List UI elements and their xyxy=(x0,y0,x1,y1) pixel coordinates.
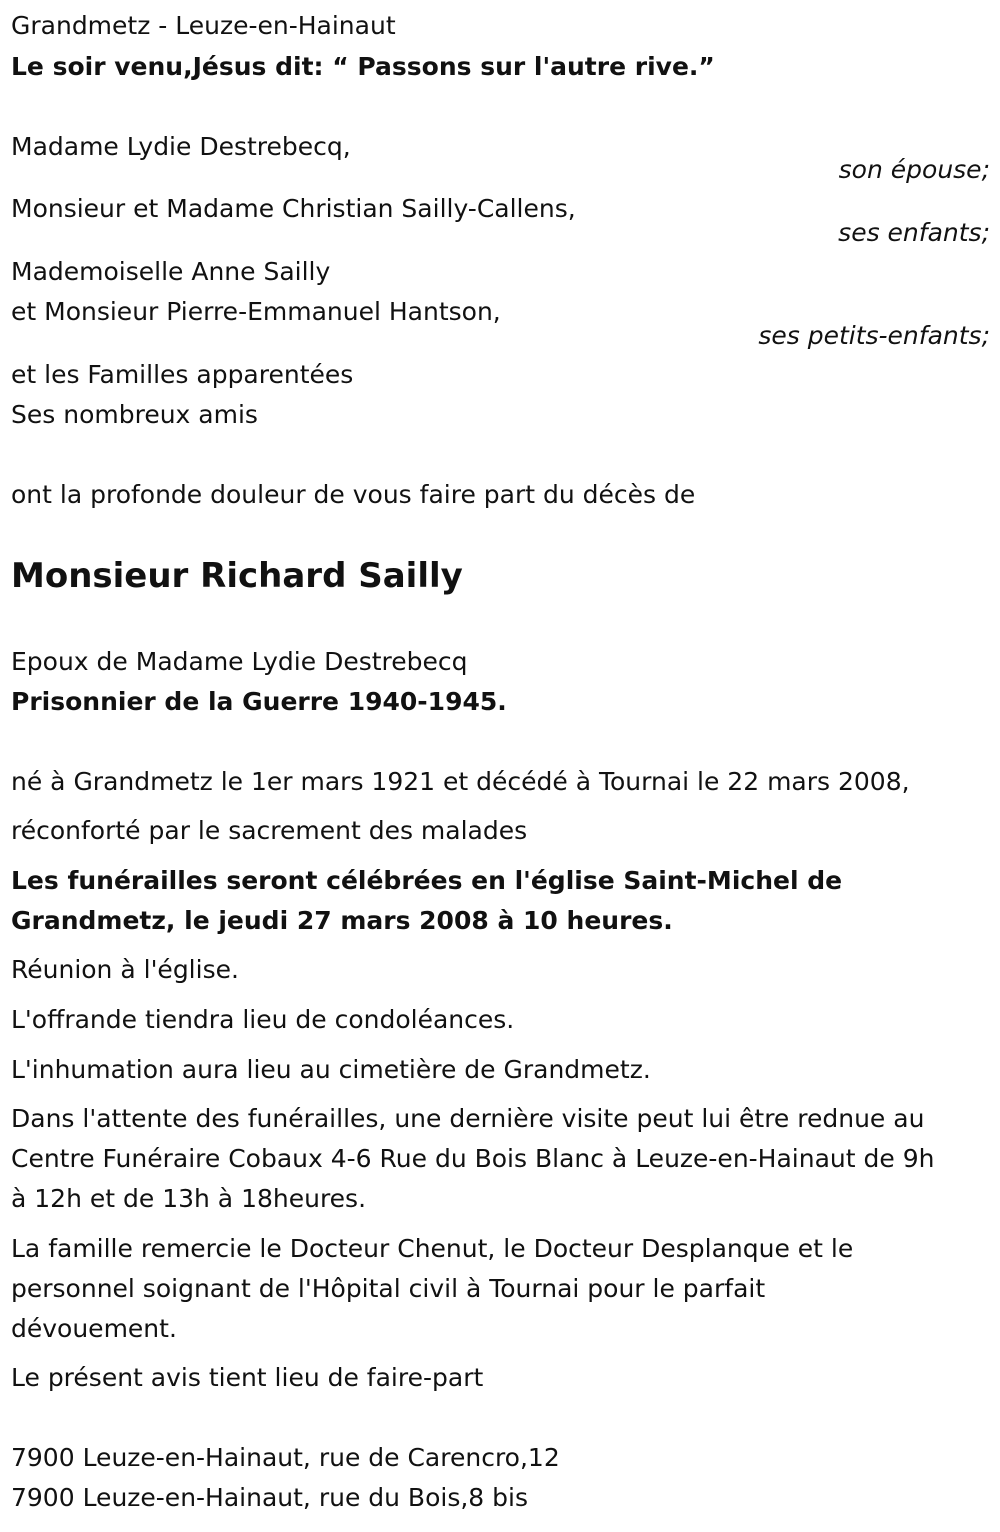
relatives: et les Familles apparentées xyxy=(11,360,354,389)
funeral-line-2: Grandmetz, le jeudi 27 mars 2008 à 10 heures. xyxy=(11,906,673,935)
spouse-of: Epoux de Madame Lydie Destrebecq xyxy=(11,647,468,676)
grandchild-2: et Monsieur Pierre-Emmanuel Hantson, xyxy=(11,297,501,326)
funeral-line-1: Les funérailles seront célébrées en l'église Saint-Michel de xyxy=(11,866,843,895)
birth-death: né à Grandmetz le 1er mars 1921 et décédé à Tournai le 22 mars 2008, xyxy=(11,767,910,796)
announcement: ont la profonde douleur de vous faire part du décès de xyxy=(11,480,696,509)
friends: Ses nombreux amis xyxy=(11,400,258,429)
offering: L'offrande tiendra lieu de condoléances. xyxy=(11,1005,515,1034)
burial: L'inhumation aura lieu au cimetière de Grandmetz. xyxy=(11,1055,651,1084)
address-1: 7900 Leuze-en-Hainaut, rue de Carencro,12 xyxy=(11,1443,560,1472)
spouse-name: Madame Lydie Destrebecq, xyxy=(11,132,351,161)
deceased-title: Prisonnier de la Guerre 1940-1945. xyxy=(11,687,507,716)
visit-line-3: à 12h et de 13h à 18heures. xyxy=(11,1184,367,1213)
deceased-name: Monsieur Richard Sailly xyxy=(11,556,463,596)
thanks-line-3: dévouement. xyxy=(11,1314,177,1343)
grandchildren-role: ses petits-enfants; xyxy=(758,321,990,350)
children-role: ses enfants; xyxy=(838,218,990,247)
visit-line-1: Dans l'attente des funérailles, une dernière visite peut lui être rednue au xyxy=(11,1104,925,1133)
address-2: 7900 Leuze-en-Hainaut, rue du Bois,8 bis xyxy=(11,1483,528,1512)
sacrament: réconforté par le sacrement des malades xyxy=(11,816,528,845)
notice: Le présent avis tient lieu de faire-part xyxy=(11,1363,484,1392)
visit-line-2: Centre Funéraire Cobaux 4-6 Rue du Bois Blanc à Leuze-en-Hainaut de 9h xyxy=(11,1144,935,1173)
location-header: Grandmetz - Leuze-en-Hainaut xyxy=(11,11,396,40)
grandchild-1: Mademoiselle Anne Sailly xyxy=(11,257,331,286)
spouse-role: son épouse; xyxy=(838,155,990,184)
thanks-line-2: personnel soignant de l'Hôpital civil à Tournai pour le parfait xyxy=(11,1274,766,1303)
meeting: Réunion à l'église. xyxy=(11,955,239,984)
thanks-line-1: La famille remercie le Docteur Chenut, le Docteur Desplanque et le xyxy=(11,1234,854,1263)
bible-quote: Le soir venu,Jésus dit: “ Passons sur l'autre rive.” xyxy=(11,52,715,81)
children-name: Monsieur et Madame Christian Sailly-Callens, xyxy=(11,194,576,223)
